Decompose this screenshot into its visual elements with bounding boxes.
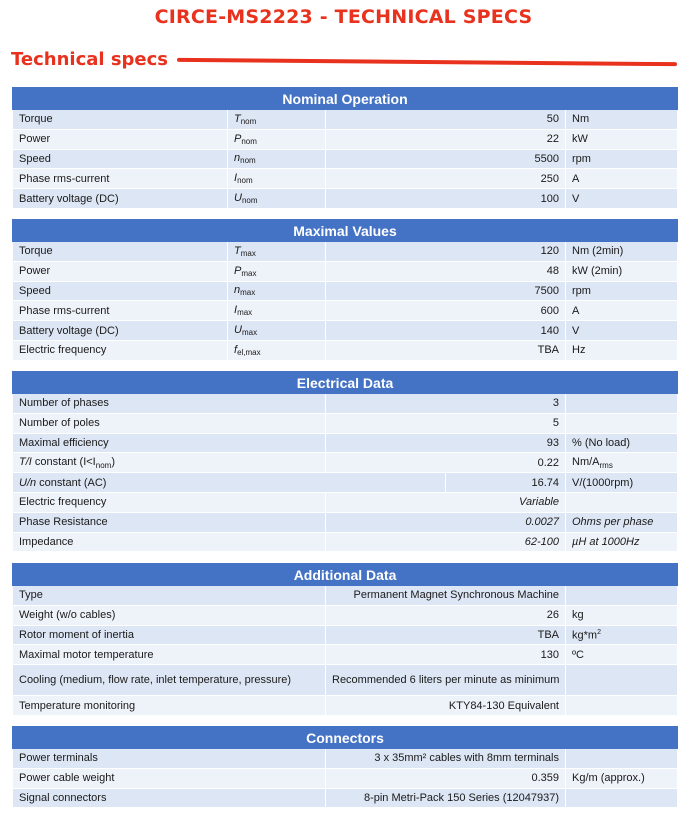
table-header: Electrical Data bbox=[13, 372, 678, 394]
row-label: Power bbox=[13, 261, 228, 281]
row-symbol: $f_{el,max}$ bbox=[228, 340, 326, 360]
row-value: 50 bbox=[326, 110, 566, 130]
table-row bbox=[13, 413, 678, 433]
table-row bbox=[13, 242, 678, 262]
row-value: 120 bbox=[326, 242, 566, 262]
table-row bbox=[13, 645, 678, 665]
row-label: Power cable weight bbox=[13, 768, 326, 788]
row-value: 0.359 bbox=[326, 768, 566, 788]
row-unit: V bbox=[566, 321, 678, 341]
row-unit: rpm bbox=[566, 149, 678, 169]
row-symbol: $T_{max}$ bbox=[228, 242, 326, 262]
row-unit bbox=[566, 665, 678, 696]
row-unit: V/(1000rpm) bbox=[566, 473, 678, 493]
row-value: 16.74 bbox=[446, 473, 566, 493]
table-row bbox=[13, 665, 678, 696]
table-row bbox=[13, 453, 678, 473]
row-value: 3 bbox=[326, 394, 566, 414]
table-row bbox=[13, 301, 678, 321]
row-value: 93 bbox=[326, 433, 566, 453]
electrical-data-table bbox=[12, 371, 678, 552]
connectors-table bbox=[12, 726, 678, 808]
row-value: 5500 bbox=[326, 149, 566, 169]
row-label: Type bbox=[13, 586, 326, 606]
row-value: 250 bbox=[326, 169, 566, 189]
table-row bbox=[13, 625, 678, 645]
table-row bbox=[13, 696, 678, 716]
row-label: Torque bbox=[13, 242, 228, 262]
row-label: Electric frequency bbox=[13, 492, 326, 512]
row-label: T/I constant $(I<I_{nom})$ bbox=[13, 453, 326, 473]
section-title: Technical specs bbox=[11, 49, 169, 70]
row-unit bbox=[566, 749, 678, 769]
row-unit: kW (2min) bbox=[566, 261, 678, 281]
table-row bbox=[13, 261, 678, 281]
row-label: Weight (w/o cables) bbox=[13, 605, 326, 625]
table-header: Nominal Operation bbox=[13, 88, 678, 110]
row-value: TBA bbox=[326, 340, 566, 360]
row-symbol: $n_{max}$ bbox=[228, 281, 326, 301]
row-unit: $Nm/A_{rms}$ bbox=[566, 453, 678, 473]
row-label: Speed bbox=[13, 281, 228, 301]
row-label: Speed bbox=[13, 149, 228, 169]
row-value: 0.22 bbox=[326, 453, 566, 473]
document-title: CIRCE-MS2223 - TECHNICAL SPECS bbox=[154, 6, 533, 28]
table-row bbox=[13, 492, 678, 512]
table-row bbox=[13, 605, 678, 625]
row-symbol: $n_{nom}$ bbox=[228, 149, 326, 169]
row-label: Power bbox=[13, 129, 228, 149]
row-value: 62-100 bbox=[326, 532, 566, 552]
table-row bbox=[13, 433, 678, 453]
row-symbol: $T_{nom}$ bbox=[228, 110, 326, 130]
row-unit: µH at 1000Hz bbox=[566, 532, 678, 552]
row-value: Variable bbox=[326, 492, 566, 512]
table-header: Connectors bbox=[13, 727, 678, 749]
row-value: 8-pin Metri-Pack 150 Series (12047937) bbox=[326, 788, 566, 808]
row-value: 7500 bbox=[326, 281, 566, 301]
row-value: 26 bbox=[326, 605, 566, 625]
row-label: Number of phases bbox=[13, 394, 326, 414]
table-row bbox=[13, 394, 678, 414]
row-value: 600 bbox=[326, 301, 566, 321]
row-unit: kW bbox=[566, 129, 678, 149]
table-row bbox=[13, 512, 678, 532]
table-row bbox=[13, 532, 678, 552]
table-row bbox=[13, 169, 678, 189]
row-unit bbox=[566, 492, 678, 512]
row-value: Recommended 6 liters per minute as minimum bbox=[326, 665, 566, 696]
row-unit: Nm bbox=[566, 110, 678, 130]
row-unit: Hz bbox=[566, 340, 678, 360]
row-label: U/n constant (AC) bbox=[13, 473, 446, 493]
row-symbol: $U_{nom}$ bbox=[228, 189, 326, 209]
row-label: Temperature monitoring bbox=[13, 696, 326, 716]
row-label: Power terminals bbox=[13, 749, 326, 769]
table-row bbox=[13, 149, 678, 169]
row-label: Electric frequency bbox=[13, 340, 228, 360]
row-label: Torque bbox=[13, 110, 228, 130]
row-unit: ºC bbox=[566, 645, 678, 665]
row-unit: rpm bbox=[566, 281, 678, 301]
row-label: Impedance bbox=[13, 532, 326, 552]
row-value: KTY84-130 Equivalent bbox=[326, 696, 566, 716]
row-unit: Ohms per phase bbox=[566, 512, 678, 532]
table-row bbox=[13, 129, 678, 149]
row-label: Cooling (medium, flow rate, inlet temperature, pressure) bbox=[13, 665, 326, 696]
row-symbol: $P_{nom}$ bbox=[228, 129, 326, 149]
row-unit: kg bbox=[566, 605, 678, 625]
row-value: Permanent Magnet Synchronous Machine bbox=[326, 586, 566, 606]
table-row bbox=[13, 340, 678, 360]
row-symbol: $I_{max}$ bbox=[228, 301, 326, 321]
table-row bbox=[13, 321, 678, 341]
row-unit bbox=[566, 394, 678, 414]
section-header bbox=[11, 49, 676, 73]
table-row bbox=[13, 281, 678, 301]
row-label: Battery voltage (DC) bbox=[13, 321, 228, 341]
section-rule bbox=[177, 58, 677, 66]
row-label: Phase Resistance bbox=[13, 512, 326, 532]
row-value: 0.0027 bbox=[326, 512, 566, 532]
row-label: Number of poles bbox=[13, 413, 326, 433]
table-row bbox=[13, 768, 678, 788]
table-row bbox=[13, 189, 678, 209]
row-label: Rotor moment of inertia bbox=[13, 625, 326, 645]
row-symbol: $I_{nom}$ bbox=[228, 169, 326, 189]
row-value: 100 bbox=[326, 189, 566, 209]
row-label: Battery voltage (DC) bbox=[13, 189, 228, 209]
row-label: Phase rms-current bbox=[13, 169, 228, 189]
maximal-values-table bbox=[12, 219, 678, 361]
row-value: 48 bbox=[326, 261, 566, 281]
row-value: 140 bbox=[326, 321, 566, 341]
row-unit bbox=[566, 788, 678, 808]
row-unit: A bbox=[566, 169, 678, 189]
row-unit: A bbox=[566, 301, 678, 321]
row-unit bbox=[566, 586, 678, 606]
row-label: Maximal efficiency bbox=[13, 433, 326, 453]
row-symbol: $P_{max}$ bbox=[228, 261, 326, 281]
row-value: 3 x 35mm² cables with 8mm terminals bbox=[326, 749, 566, 769]
additional-data-table bbox=[12, 563, 678, 716]
row-label: Phase rms-current bbox=[13, 301, 228, 321]
row-unit: % (No load) bbox=[566, 433, 678, 453]
table-row bbox=[13, 110, 678, 130]
row-unit: $kg*m^2$ bbox=[566, 625, 678, 645]
table-row bbox=[13, 749, 678, 769]
row-value: 5 bbox=[326, 413, 566, 433]
row-unit bbox=[566, 696, 678, 716]
row-unit: Nm (2min) bbox=[566, 242, 678, 262]
nominal-operation-table bbox=[12, 87, 678, 209]
row-value: 22 bbox=[326, 129, 566, 149]
row-value: 130 bbox=[326, 645, 566, 665]
row-symbol: $U_{max}$ bbox=[228, 321, 326, 341]
table-header: Maximal Values bbox=[13, 220, 678, 242]
row-unit bbox=[566, 413, 678, 433]
table-row bbox=[13, 473, 678, 493]
row-label: Signal connectors bbox=[13, 788, 326, 808]
row-label: Maximal motor temperature bbox=[13, 645, 326, 665]
row-value: TBA bbox=[326, 625, 566, 645]
table-header: Additional Data bbox=[13, 564, 678, 586]
table-row bbox=[13, 788, 678, 808]
row-unit: V bbox=[566, 189, 678, 209]
table-row bbox=[13, 586, 678, 606]
row-unit: Kg/m (approx.) bbox=[566, 768, 678, 788]
